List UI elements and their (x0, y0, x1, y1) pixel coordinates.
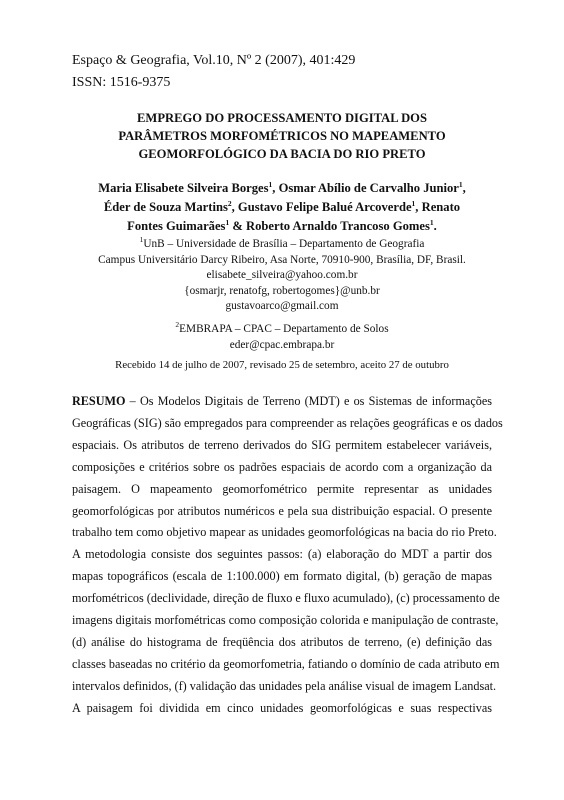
affil-text: UnB – Universidade de Brasília – Departamento de Geografia (143, 238, 425, 250)
affil-line (60, 322, 504, 338)
affil-email: eder@cpac.embrapa.br (229, 338, 335, 351)
title-line: EMPREGO DO PROCESSAMENTO DIGITAL DOS (137, 111, 427, 125)
author-affil-sup: 1 (225, 217, 230, 227)
abstract-line: Geográficas (SIG) são empregados para compreender as relações geográficas e os dados (72, 415, 503, 430)
received-dates: Recebido 14 de julho de 2007, revisado 25 de setembro, aceito 27 de outubro (115, 359, 449, 371)
author-sep: , Renato (415, 200, 461, 214)
title-line: GEOMORFOLÓGICO DA BACIA DO RIO PRETO (138, 147, 426, 161)
author-sep: & (229, 219, 247, 233)
affil-text: EMBRAPA – CPAC – Departamento de Solos (179, 323, 389, 335)
abstract-line: trabalho tem como objetivo mapear as unidades geomorfológicas na bacia do rio Preto. (72, 525, 497, 540)
paper-title (60, 109, 504, 163)
affiliation-embrapa (60, 322, 504, 353)
affiliation-unb (60, 237, 504, 315)
author-sep: . (433, 219, 437, 233)
abstract-line: imagens digitais morfométricas como composição colorida e manipulação de contraste, (72, 613, 499, 628)
abstract (72, 391, 503, 720)
abstract-text: – Os Modelos Digitais de Terreno (MDT) e os Sistemas de informações (125, 394, 492, 408)
abstract-line: mapas topográficos (escala de 1:100.000) em formato digital, (b) geração de mapas (72, 569, 492, 584)
abstract-line: A metodologia consiste dos seguintes passos: (a) elaboração do MDT a partir dos (72, 547, 492, 562)
author-affil-sup: 1 (458, 179, 463, 189)
author-name: Osmar Abílio de Carvalho Junior (278, 181, 459, 195)
abstract-line: classes baseadas no critério da geomorfometria, fatiando o domínio de cada atributo em (72, 656, 500, 671)
author-affil-sup: 1 (268, 179, 273, 189)
author-name: Fontes Guimarães (127, 219, 226, 233)
abstract-line: paisagem. O mapeamento geomorfométrico permite representar as unidades (72, 481, 492, 496)
abstract-line (72, 391, 492, 413)
title-line: PARÂMETROS MORFOMÉTRICOS NO MAPEAMENTO (118, 129, 446, 143)
author-name: Éder de Souza Martins (103, 200, 228, 214)
abstract-line: geomorfológicas por atributos numéricos e pela sua distribuição espacial. O presente (72, 503, 492, 518)
author-name: Roberto Arnaldo Trancoso Gomes (246, 219, 430, 233)
affil-sup: 1 (139, 235, 144, 245)
issn: ISSN: 1516-9375 (72, 75, 171, 90)
abstract-line: espaciais. Os atributos de terreno derivados do SIG permitem estabelecer variáveis, (72, 437, 492, 452)
affil-email: {osmarjr, renatofg, robertogomes}@unb.br (184, 284, 380, 297)
author-affil-sup: 1 (411, 198, 416, 208)
journal-citation: Espaço & Geografia, Vol.10, Nº 2 (2007), 401:429 (72, 53, 356, 68)
author-affil-sup: 2 (227, 198, 232, 208)
abstract-label: RESUMO (72, 394, 126, 408)
abstract-line: (d) análise do histograma de freqüência dos atributos de terreno, (e) definição das (72, 634, 492, 649)
abstract-line: A paisagem foi dividida em cinco unidades geomorfológicas e suas respectivas (72, 700, 492, 715)
author-affil-sup: 1 (429, 217, 434, 227)
author-sep: , (231, 200, 238, 214)
affil-sup: 2 (175, 320, 180, 330)
author-sep: , (272, 181, 279, 195)
affil-email: gustavoarco@gmail.com (225, 300, 339, 312)
author-name: Maria Elisabete Silveira Borges (98, 181, 269, 195)
author-name: Gustavo Felipe Balué Arcoverde (237, 200, 412, 214)
affil-line (60, 237, 504, 253)
abstract-line: intervalos definidos, (f) validação das unidades pela análise visual de imagem Landsat. (72, 678, 497, 693)
affil-address: Campus Universitário Darcy Ribeiro, Asa Norte, 70910-900, Brasília, DF, Brasil. (98, 253, 466, 266)
author-list (72, 179, 492, 236)
abstract-line: morfométricos (declividade, direção de fluxo e fluxo acumulado), (c) processamento de (72, 591, 500, 606)
affil-email: elisabete_silveira@yahoo.com.br (206, 269, 358, 281)
author-sep: , (462, 181, 466, 195)
abstract-line: composições e critérios sobre os padrões espaciais de acordo com a organização da (72, 459, 492, 474)
